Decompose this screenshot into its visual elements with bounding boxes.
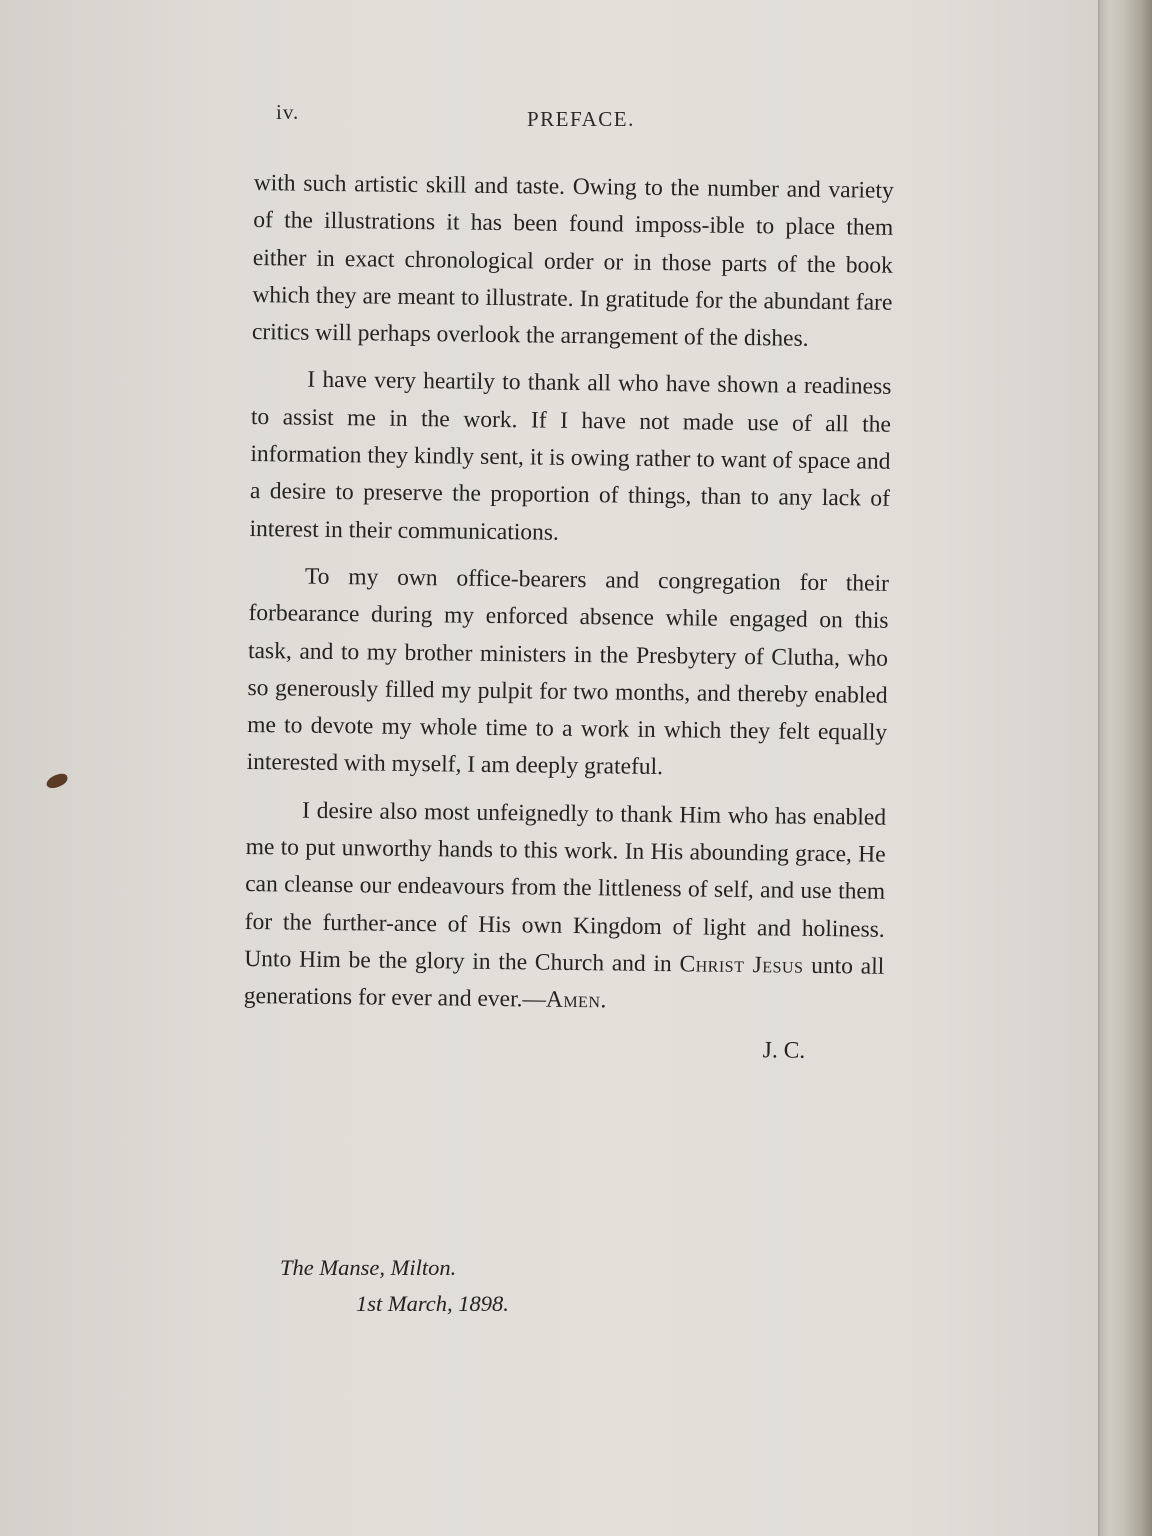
paragraph-text: . <box>600 987 607 1014</box>
paragraph-2 <box>249 361 891 555</box>
paragraph-text: I desire also most unfeignedly to thank Him who has enabled me to put unworthy hands to this work. In His abounding grace, He can cleanse our endeavours from the littleness of self, and use them for the further-ance of His own Kingdom of light and holiness. Unto Him be the glory in the Church and in <box>244 797 887 978</box>
paragraph-text: with such artistic skill and taste. Owing to the number and variety of the illustrations it has been found imposs-ible to place them either in exact chronological order or in those parts of the book which they are meant to illustrate. In gratitude for the abundant fare critics will perhaps overlook the arrangement of the dishes. <box>251 169 894 352</box>
small-caps-name: Christ Jesus <box>679 951 804 979</box>
paragraph-3 <box>246 558 889 790</box>
small-caps-amen: Amen <box>545 986 601 1014</box>
running-head <box>0 100 1108 140</box>
dateline-date: 1st March, 1898. <box>356 1291 509 1316</box>
preface-body <box>243 165 894 1071</box>
paragraph-text: I have very heartily to thank all who have shown a readiness to assist me in the work. If I have not made use of all the information they kindly sent, it is owing rather to want of space and a desire to preserve the proportion of things, than to any lack of interest in their communications. <box>249 367 892 546</box>
paragraph-text: unto all generations for ever and ever.— <box>243 952 885 1013</box>
paragraph-text: To my own office-bearers and congregation for their forbearance during my enforced absence while engaged on this task, and to my brother ministers in the Presbytery of Clutha, who so generously filled my pulpit for two months, and thereby enabled me to devote my whole time to a work in which they felt equally interested with myself, I am deeply grateful. <box>246 563 890 781</box>
paragraph-4 <box>244 792 887 1024</box>
running-title: PREFACE. <box>527 107 635 131</box>
ink-blemish <box>45 772 70 790</box>
dateline <box>280 1250 509 1322</box>
dateline-place: The Manse, Milton. <box>280 1255 457 1280</box>
author-signature: J. C. <box>762 1036 806 1064</box>
page-number: iv. <box>276 100 300 124</box>
paragraph-1 <box>252 165 894 359</box>
page-edge <box>1100 0 1152 1536</box>
